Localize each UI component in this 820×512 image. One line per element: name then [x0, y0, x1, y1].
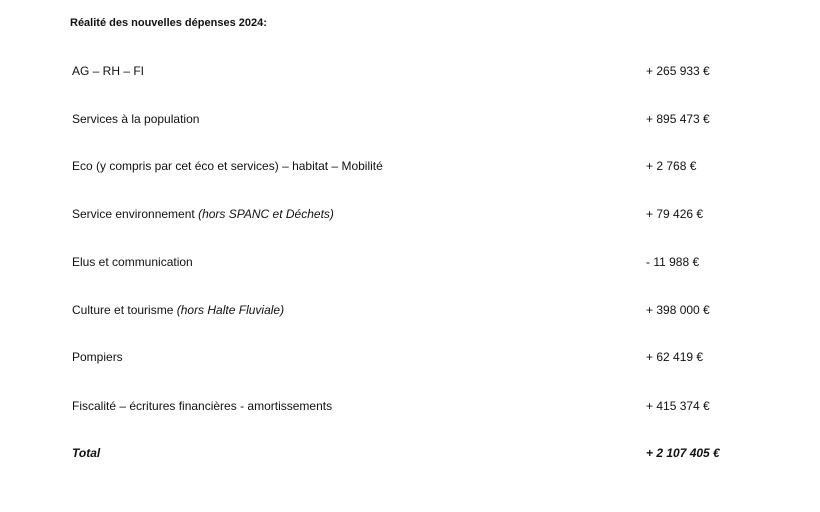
expense-label: [72, 111, 199, 127]
expense-label-text: Services à la population: [72, 112, 200, 126]
expense-amount: + 2 768 €: [646, 159, 697, 173]
expense-label: [72, 398, 332, 414]
expense-label: [72, 206, 334, 222]
expense-label-text: Elus et communication: [72, 255, 193, 269]
expense-label-text: Eco (y compris par cet éco et services) – habitat – Mobilité: [72, 159, 383, 173]
expense-row: [72, 302, 752, 318]
expense-label: [72, 302, 284, 318]
expense-amount: + 265 933 €: [646, 64, 710, 78]
expense-amount: - 11 988 €: [646, 255, 700, 269]
expense-row: [72, 111, 752, 127]
total-label: Total: [72, 446, 101, 460]
expense-row: [72, 349, 752, 365]
expense-row: [72, 254, 752, 270]
expense-label: [72, 254, 193, 270]
expense-row: [72, 158, 752, 174]
expense-label-text: AG – RH – FI: [72, 64, 145, 78]
expense-label-text: Pompiers: [72, 350, 123, 364]
expense-label: [72, 158, 383, 174]
expense-label-text: Fiscalité – écritures financières - amortissements: [72, 399, 333, 413]
total-amount: + 2 107 405 €: [646, 446, 720, 460]
expense-amount: + 398 000 €: [646, 303, 710, 317]
expense-amount: + 895 473 €: [646, 112, 710, 126]
expense-row: [72, 398, 752, 414]
document-title: Réalité des nouvelles dépenses 2024:: [70, 17, 267, 29]
expense-label-text: Culture et tourisme: [72, 303, 177, 317]
expense-label-note: (hors Halte Fluviale): [176, 303, 285, 317]
expense-row: [72, 206, 752, 222]
expense-amount: + 415 374 €: [646, 399, 710, 413]
expense-row: [72, 63, 752, 79]
expense-label: [72, 349, 123, 365]
expense-label-note: (hors SPANC et Déchets): [198, 207, 334, 221]
expense-amount: + 79 426 €: [646, 207, 704, 221]
expense-label: [72, 63, 144, 79]
total-row: [72, 445, 752, 461]
expense-label-text: Service environnement: [72, 207, 199, 221]
expense-amount: + 62 419 €: [646, 350, 704, 364]
